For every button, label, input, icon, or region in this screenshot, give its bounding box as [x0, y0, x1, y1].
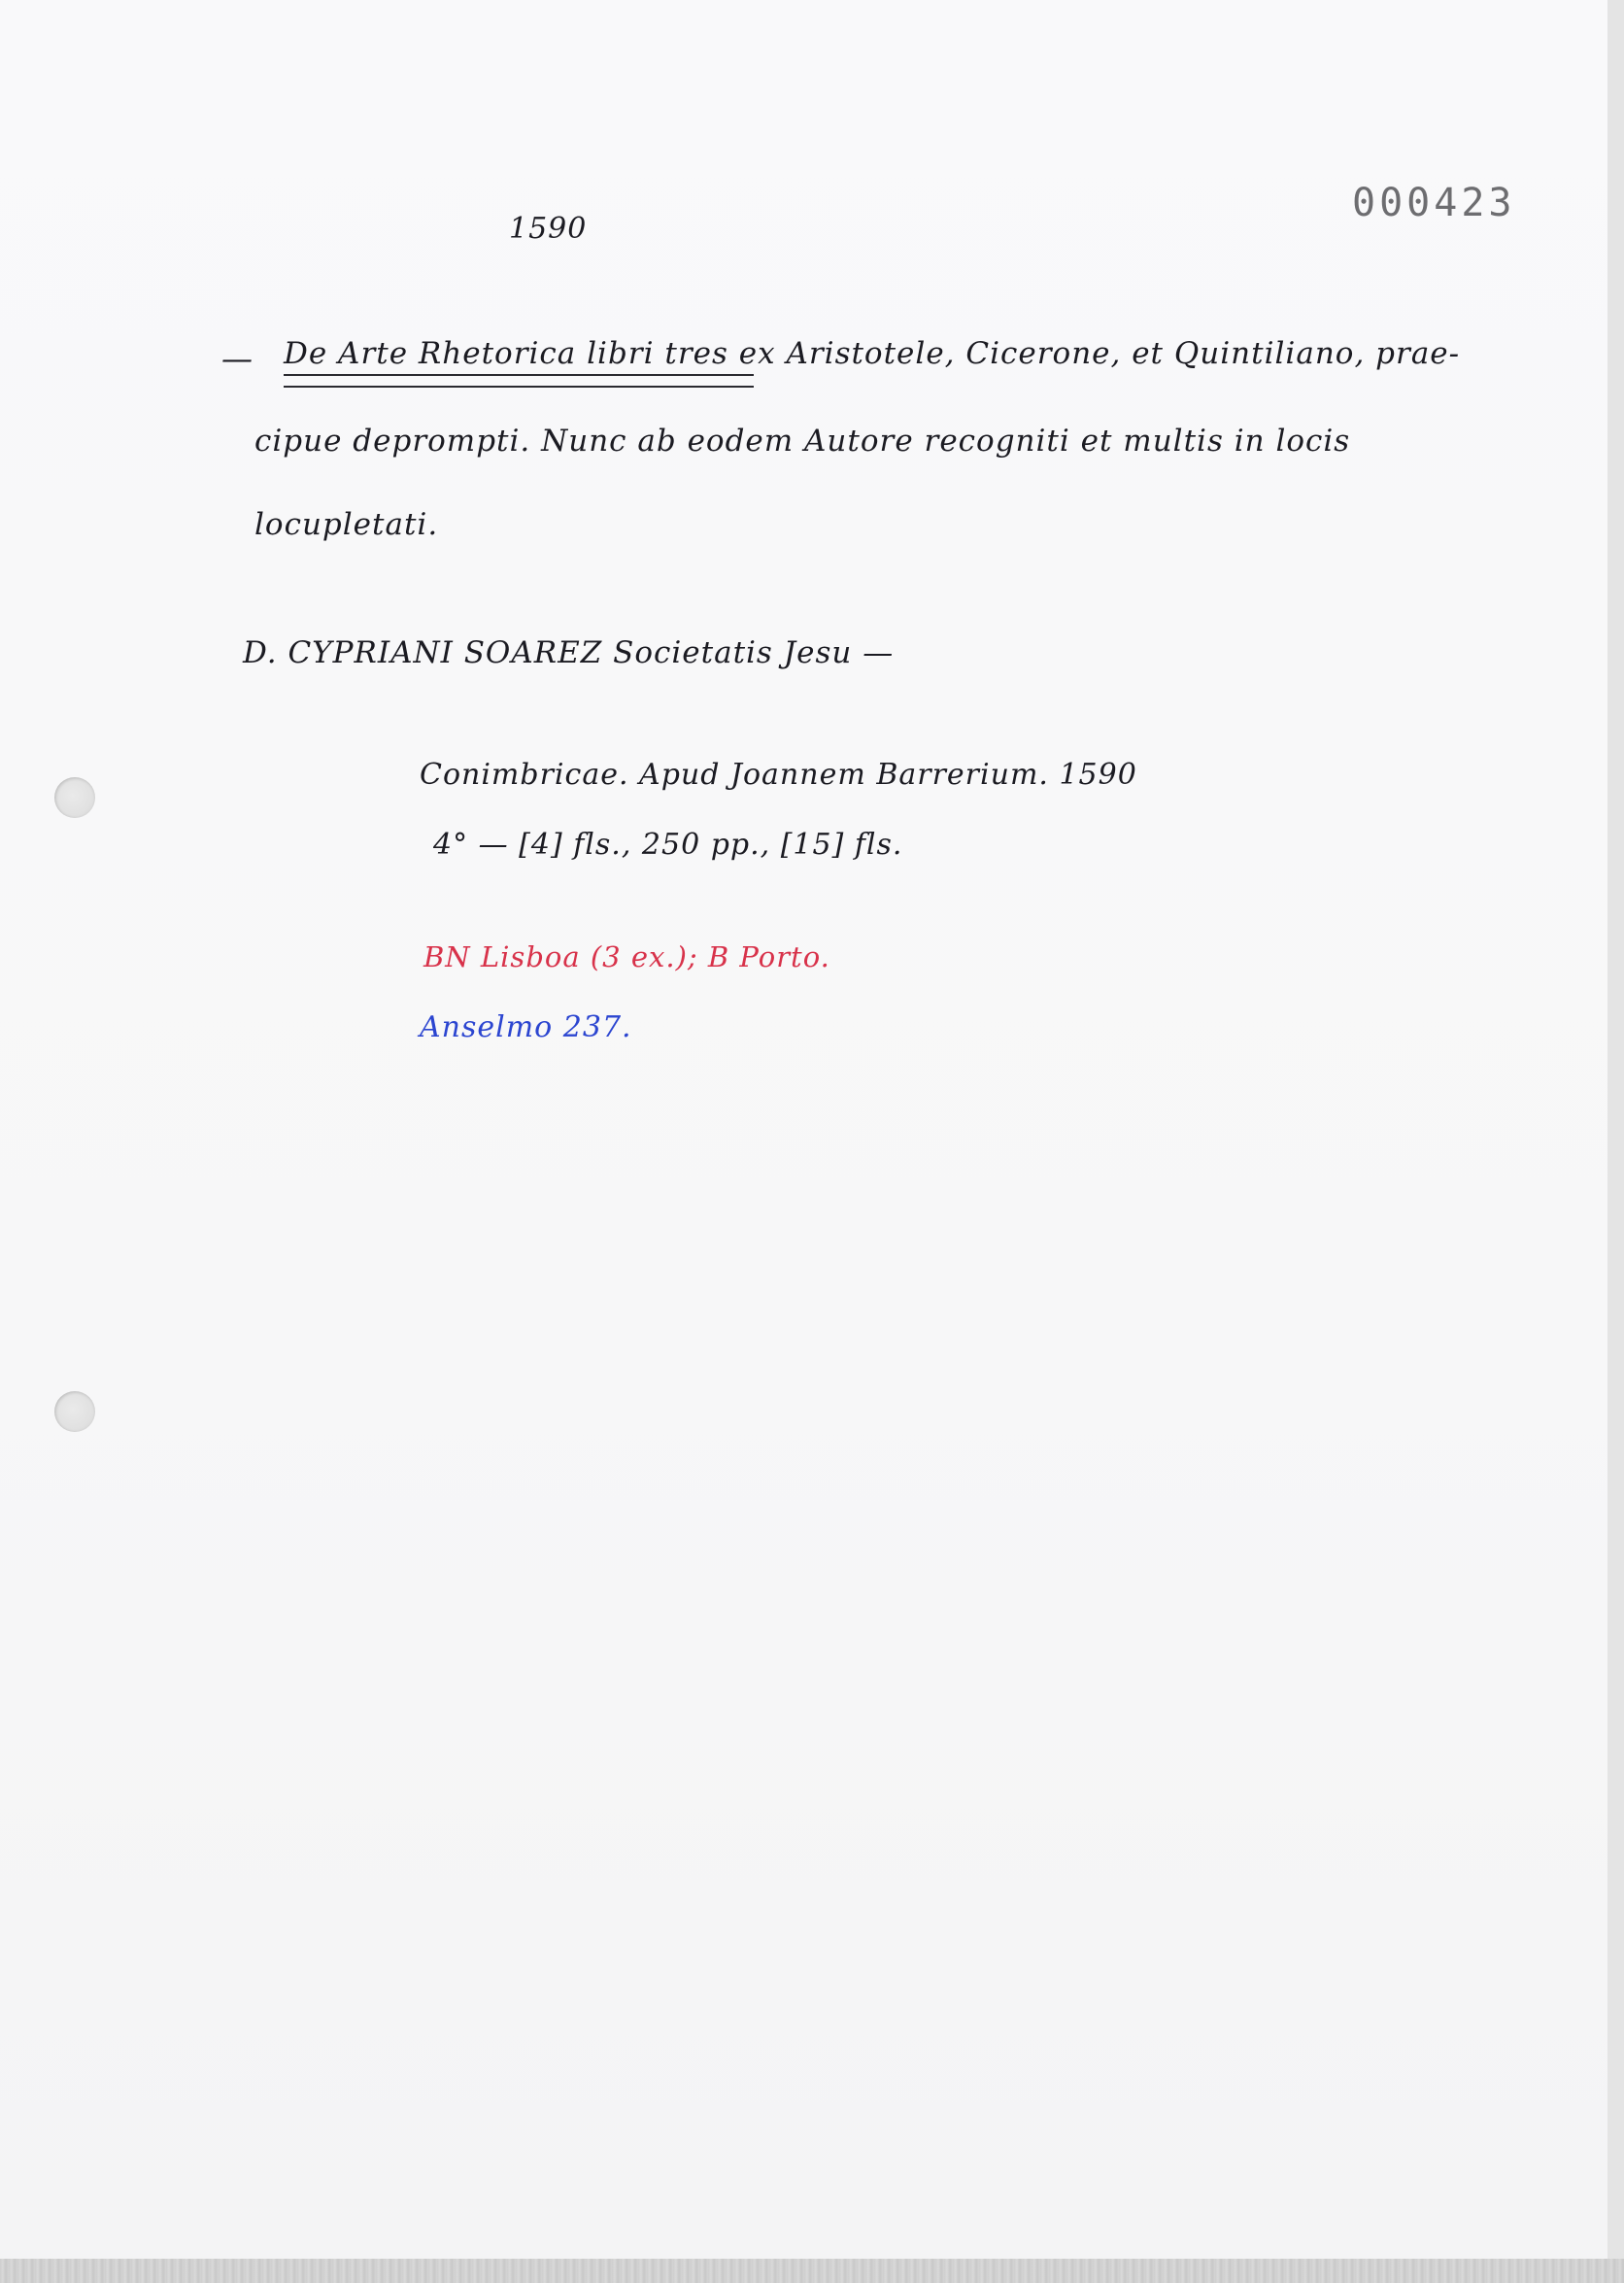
punch-hole-upper — [54, 777, 95, 818]
title-double-underline — [284, 374, 754, 388]
title-line-3: locupletati. — [254, 507, 439, 542]
author-line: D. CYPRIANI SOAREZ Societatis Jesu — — [243, 635, 895, 670]
title-line-2: cipue deprompti. Nunc ab eodem Autore recogniti et multis in locis — [254, 424, 1351, 459]
title-line-1: De Arte Rhetorica libri tres ex Aristotele, Cicerone, et Quintiliano, prae- — [284, 336, 1461, 371]
stamp-number: 000423 — [1352, 181, 1516, 225]
year-heading: 1590 — [509, 212, 588, 246]
imprint-line: Conimbricae. Apud Joannem Barrerium. 1590 — [420, 758, 1137, 792]
scan-edge-bottom — [0, 2259, 1624, 2283]
scan-edge-right — [1607, 0, 1624, 2283]
reference-line: Anselmo 237. — [420, 1010, 632, 1044]
collation-line: 4° — [4] fls., 250 pp., [15] fls. — [433, 828, 903, 862]
holdings-line: BN Lisboa (3 ex.); B Porto. — [423, 940, 830, 973]
punch-hole-lower — [54, 1391, 95, 1432]
title-dash: — — [221, 340, 254, 377]
